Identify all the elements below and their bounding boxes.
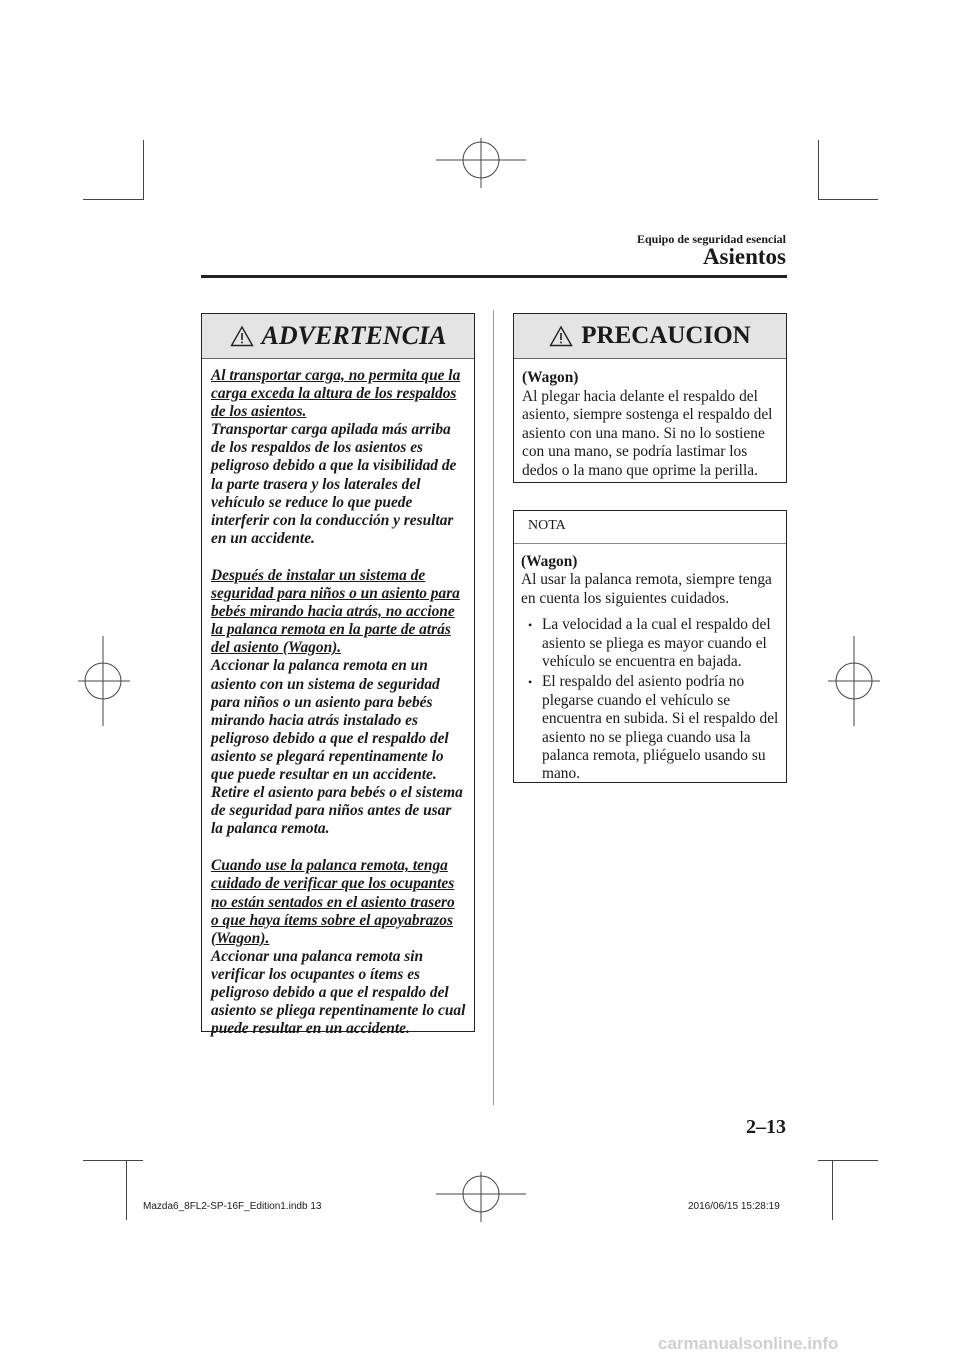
page-number: 2–13: [746, 1116, 786, 1138]
warning-text: Accionar una palanca remota sin verificar los ocupantes o ítems es peligroso debido a que el respaldo del asiento se pliega repentinamente lo cual puede resultar en un accidente.: [211, 947, 466, 1038]
caution-box: [513, 313, 787, 483]
caution-text: Al plegar hacia delante el respaldo del asiento, siempre sostenga el respaldo del asiento con una mano. Si no lo sostiene con una mano, se podría lastimar los dedos o la mano que oprime la perilla.: [522, 387, 773, 479]
list-item: • La velocidad a la cual el respaldo del asiento se pliega es mayor cuando el vehículo se encuentra en bajada.: [542, 616, 780, 671]
warning-text: Accionar la palanca remota en un asiento con un sistema de seguridad para niños o un asiento para bebés mirando hacia atrás instalado es peligroso debido a que el respaldo del asiento se plegará repentinamente lo que puede resultar en un accidente. Retire el asiento para bebés o el sistema de seguridad para niños antes de usar la palanca remota.: [211, 657, 463, 838]
section-label: Equipo de seguridad esencial: [636, 232, 786, 246]
registration-mark-top: [436, 138, 526, 188]
note-list: [521, 616, 780, 784]
warning-heading: Después de instalar un sistema de seguridad para niños o un asiento para bebés mirando hacia atrás, no accione la palanca remota en la parte de atrás del asiento (Wagon).: [211, 566, 460, 657]
warning-triangle-icon: [549, 325, 573, 347]
watermark: carmanualsonline.info: [658, 1334, 839, 1353]
column-divider: [493, 310, 494, 1105]
caution-title: PRECAUCION: [581, 322, 751, 349]
file-info: Mazda6_8FL2-SP-16F_Edition1.indb 13: [143, 1201, 322, 1212]
warning-heading: Cuando use la palanca remota, tenga cuidado de verificar que los ocupantes no están sentados en el asiento trasero o que haya ítems sobre el apoyabrazos (Wagon).: [211, 857, 455, 947]
caution-body: [514, 359, 786, 481]
note-box: [513, 510, 787, 783]
note-subhead: (Wagon): [521, 553, 578, 570]
registration-mark-left: [78, 636, 130, 726]
warning-title: ADVERTENCIA: [261, 321, 447, 350]
note-intro: Al usar la palanca remota, siempre tenga en cuenta los siguientes cuidados.: [521, 571, 772, 607]
registration-mark-right: [828, 636, 880, 726]
registration-mark-bottom: [436, 1172, 526, 1222]
print-stamp: 2016/06/15 15:28:19: [688, 1201, 780, 1212]
warning-text: Transportar carga apilada más arriba de los respaldos de los asientos es peligroso debido a que la visibilidad de la parte trasera y los laterales del vehículo se reduce lo que puede interferir con la conducción y resultar en un accidente.: [211, 421, 457, 547]
note-body: [514, 544, 786, 784]
warning-paragraph: [211, 857, 466, 1038]
warning-body: [202, 359, 474, 1038]
warning-header: [202, 314, 474, 359]
warning-triangle-icon: [230, 325, 254, 347]
page-title: Asientos: [702, 244, 786, 269]
warning-box: [201, 313, 475, 1038]
caution-header: [514, 314, 786, 359]
warning-heading: Al transportar carga, no permita que la carga exceda la altura de los respaldos de los asientos.: [211, 367, 461, 421]
warning-paragraph: [211, 367, 466, 548]
note-title: NOTA: [514, 511, 786, 544]
warning-paragraph: [211, 567, 466, 838]
header-rule: [201, 275, 787, 278]
list-item: • El respaldo del asiento podría no plegarse cuando el vehículo se encuentra en subida. Si el respaldo del asiento no se pliega cuando usa la palanca remota, pliéguelo usando su mano.: [542, 673, 780, 783]
caution-subhead: (Wagon): [522, 369, 579, 386]
